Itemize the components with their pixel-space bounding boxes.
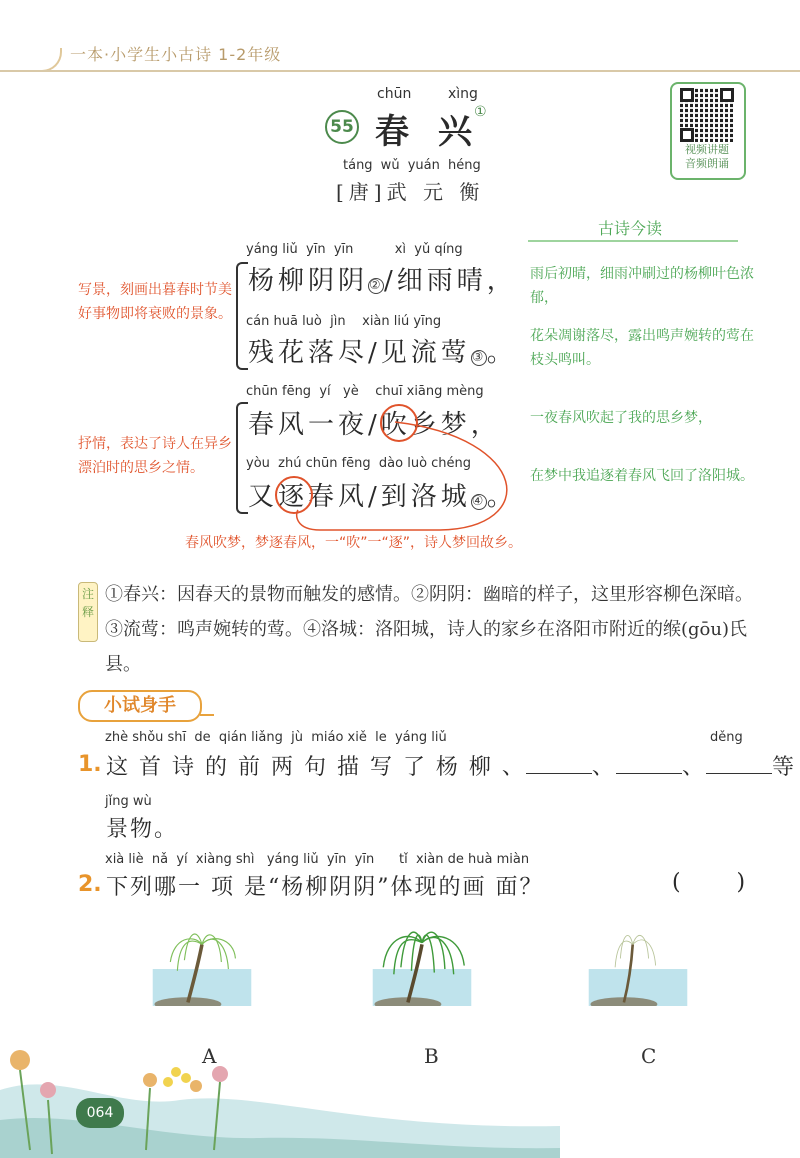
title-char-1: 春: [375, 112, 409, 152]
footnote-mark-3: ③: [471, 350, 488, 365]
poem-line-4-text: 又逐春风/到洛城: [248, 482, 471, 512]
exercise-label-tail: [200, 714, 214, 716]
footnote-mark-2: ②: [369, 278, 385, 293]
modern-line-1: 雨后初晴，细雨冲刷过的杨柳叶色浓郁，: [530, 266, 754, 306]
q1-text: [106, 750, 796, 781]
option-c-willow-image[interactable]: [582, 918, 694, 1006]
qr-label-line2: 音频朗诵: [685, 157, 729, 170]
analysis-conclusion: 春风吹梦，梦逐春风，一“吹”一“逐”，诗人梦回故乡。: [185, 535, 523, 551]
qr-label: [672, 143, 742, 171]
poem-line-1-rest: /细雨晴，: [384, 266, 517, 296]
poem-line-2-rest: 。: [486, 338, 517, 368]
q1-blank-3[interactable]: [706, 773, 772, 774]
modern-line-3: 一夜春风吹起了我的思乡梦，: [530, 410, 712, 426]
poem-line-2: [248, 332, 517, 369]
q2-number: 2.: [78, 872, 102, 897]
qr-finder-icon: [720, 88, 734, 102]
poem-line-2-pinyin: cán huā luò jìn xiàn liú yīng: [246, 314, 442, 329]
emotion-note: 抒情，表达了诗人在异乡漂泊时的思乡之情。: [78, 436, 232, 476]
title-footnote-mark: ①: [474, 104, 487, 120]
header-divider: [0, 70, 800, 72]
q1-pinyin-end: děng: [710, 730, 743, 745]
poem-line-1: [248, 260, 517, 297]
option-a-willow-image[interactable]: [146, 918, 258, 1006]
author-pinyin: táng wǔ yuán héng: [343, 158, 481, 173]
exercise-section-label: 小试身手: [78, 690, 202, 722]
page-number: 064: [76, 1098, 124, 1128]
poem-line-1-text: 杨柳阴阴: [248, 266, 369, 296]
qr-label-line1: 视频讲题: [685, 143, 729, 156]
connector-arc: [290, 418, 530, 534]
poem-line-3-pinyin: chūn fēng yí yè chuī xiāng mèng: [246, 384, 484, 399]
author-name: [唐]武 元 衡: [336, 180, 485, 204]
option-a-label: A: [202, 1044, 217, 1068]
flower-decoration: [0, 1030, 560, 1158]
q1-blank-1[interactable]: [526, 773, 592, 774]
poem-line-4-pinyin: yòu zhú chūn fēng dào luò chéng: [246, 456, 472, 471]
poem-line-2-text: 残花落尽/见流莺: [248, 338, 471, 368]
header-ornament: [0, 48, 62, 72]
qr-finder-icon: [680, 88, 694, 102]
q2-answer-paren[interactable]: ( ): [672, 870, 748, 895]
modern-reading-rule: [528, 240, 738, 242]
scene-note: 写景，刻画出暮春时节美好事物即将衰败的景象。: [78, 282, 232, 322]
qr-finder-icon: [680, 128, 694, 142]
q1-pinyin: zhè shǒu shī de qián liǎng jù miáo xiě le yáng liǔ: [105, 730, 447, 745]
q1-prompt: 这 首 诗 的 前 两 句 描 写 了 杨 柳 、: [106, 755, 526, 780]
q2-pinyin: xià liè nǎ yí xiàng shì yáng liǔ yīn yīn tǐ xiàn de huà miàn: [105, 852, 530, 867]
poem-line-1-pinyin: yáng liǔ yīn yīn xì yǔ qíng: [246, 242, 463, 257]
title-char-2: 兴: [438, 112, 472, 152]
q1-end: 等: [771, 755, 796, 780]
notes-text: ①春兴：因春天的景物而触发的感情。②阴阴：幽暗的样子，这里形容柳色深暗。③流莺：鸣声婉转的莺。④洛城：洛阳城，诗人的家乡在洛阳市附近的缑(gōu)氏县。: [105, 584, 753, 675]
title-pinyin-2: xìng: [448, 86, 478, 102]
modern-line-4: 在梦中我追逐着春风飞回了洛阳城。: [530, 468, 754, 484]
modern-line-2: 花朵凋谢落尽，露出鸣声婉转的莺在枝头鸣叫。: [530, 328, 754, 368]
title-pinyin-1: chūn: [377, 86, 412, 102]
q1-pinyin-2: jǐng wù: [105, 794, 152, 809]
book-header: 一本·小学生小古诗 1-2年级: [70, 45, 282, 64]
q1-number: 1.: [78, 752, 102, 777]
q1-sep-1: 、: [591, 755, 616, 780]
option-c-label: C: [641, 1044, 657, 1068]
poem-number-badge: 55: [325, 110, 359, 144]
q1-blank-2[interactable]: [616, 773, 682, 774]
poem-line-3: 春风一夜/吹乡梦，: [248, 410, 501, 440]
modern-reading-title: 古诗今读: [598, 219, 663, 238]
q1-text-2: 景物。: [106, 817, 179, 842]
q2-text: 下列哪一 项 是“杨柳阴阴”体现的画 面？: [106, 875, 544, 900]
poem-line-4-rest: 。: [486, 482, 517, 512]
q1-sep-2: 、: [681, 755, 706, 780]
footnote-mark-4: ④: [471, 494, 488, 509]
option-b-willow-image[interactable]: [366, 918, 478, 1006]
option-b-label: B: [424, 1044, 439, 1068]
notes-label: 注释: [78, 582, 98, 642]
